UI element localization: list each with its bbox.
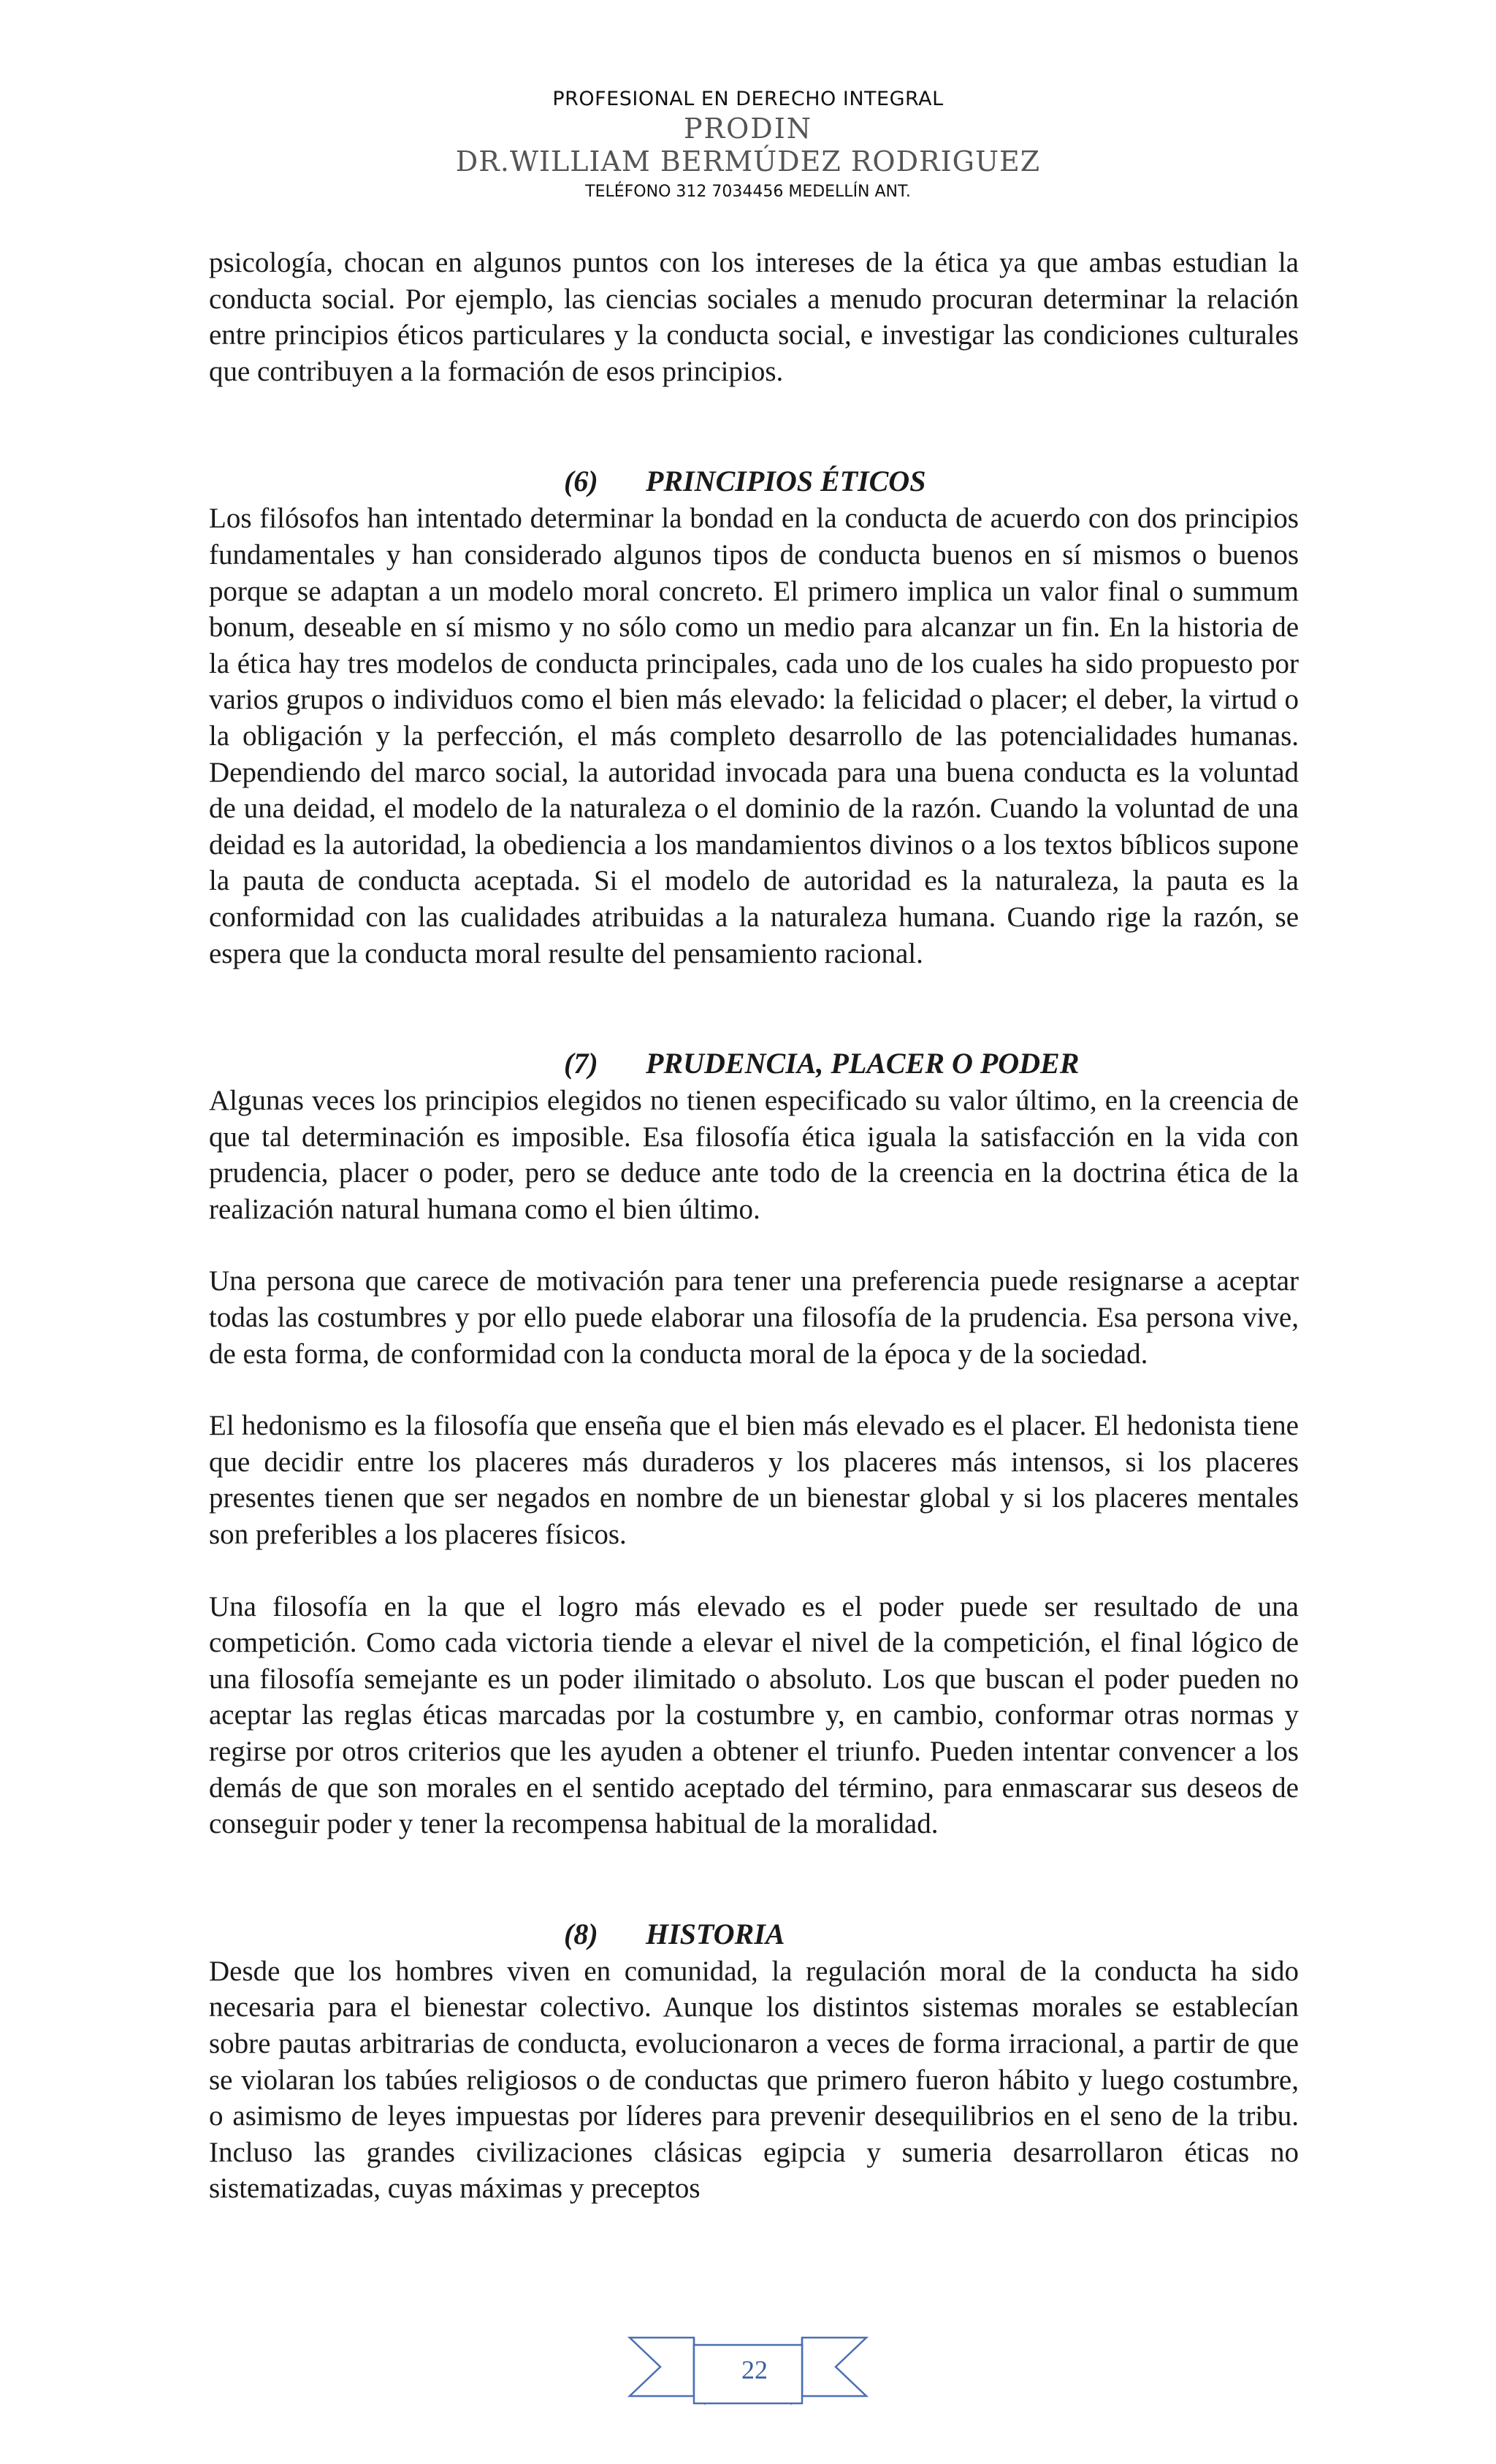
section-number: (7) bbox=[564, 1047, 598, 1080]
section-number: (6) bbox=[564, 465, 598, 498]
intro-paragraph: psicología, chocan en algunos puntos con los intereses de la ética ya que ambas estudian la conducta social. Por ejemplo, las ciencias sociales a menudo procuran determinar la relación entre principios éticos particulares y la conducta social, e investigar las condiciones culturales que contribuyen a la formación de esos principios. bbox=[209, 247, 1299, 387]
page-number: 22 bbox=[741, 2355, 768, 2384]
header-acronym: PRODIN bbox=[683, 112, 813, 145]
section-title: PRUDENCIA, PLACER O PODER bbox=[646, 1047, 1080, 1080]
section-7-paragraph-3: El hedonismo es la filosofía que enseña que el bien más elevado es el placer. El hedonista tiene que decidir entre los placeres más duraderos y los placeres más intensos, si los placeres presentes tienen que ser negados en nombre de un bienestar global y si los placeres mentales son preferibles a los placeres físicos. bbox=[209, 1410, 1299, 1551]
section-7-paragraph-1: Algunas veces los principios elegidos no tienen especificado su valor último, en la creencia de que tal determinación es imposible. Esa filosofía ética iguala la satisfacción en la vida con prudencia, placer o poder, pero se deduce ante todo de la creencia en la doctrina ética de la realización natural humana como el bien último. bbox=[209, 1085, 1299, 1225]
section-number: (8) bbox=[564, 1917, 598, 1950]
section-title: HISTORIA bbox=[646, 1917, 785, 1950]
header-author: DR.WILLIAM BERMÚDEZ RODRIGUEZ bbox=[455, 145, 1041, 178]
section-title: PRINCIPIOS ÉTICOS bbox=[646, 465, 926, 498]
page-footer bbox=[0, 2329, 1496, 2417]
section-7-paragraph-2: Una persona que carece de motivación para tener una preferencia puede resignarse a aceptar todas las costumbres y por ello puede elaborar una filosofía de la prudencia. Esa persona vive, de esta forma, de conformidad con la conducta moral de la época y de la sociedad. bbox=[209, 1265, 1299, 1370]
page-header bbox=[0, 86, 1496, 203]
document-body bbox=[209, 245, 1299, 2207]
section-8-paragraph-1: Desde que los hombres viven en comunidad, la regulación moral de la conducta ha sido necesaria para el bienestar colectivo. Aunque los distintos sistemas morales se establecían sobre pautas arbitrarias de conducta, evolucionaron a veces de forma irracional, a partir de que se violaran los tabúes religiosos o de conductas que primero fueron hábito y luego costumbre, o asimismo de leyes impuestas por líderes para prevenir desequilibrios en el seno de la tribu. Incluso las grandes civilizaciones clásicas egipcia y sumeria desarrollaron éticas no sistematizadas, cuyas máximas y preceptos bbox=[209, 1955, 1299, 2205]
section-heading-7 bbox=[209, 1045, 1299, 1083]
header-phone: TELÉFONO 312 7034456 MEDELLÍN ANT. bbox=[585, 183, 911, 201]
section-7-paragraph-4: Una filosofía en la que el logro más elevado es el poder puede ser resultado de una competición. Como cada victoria tiende a elevar el nivel de la competición, el final lógico de una filosofía semejante es un poder ilimitado o absoluto. Los que buscan el poder pueden no aceptar las reglas éticas marcadas por la costumbre y, en cambio, conformar otras normas y regirse por otros criterios que les ayuden a obtener el triunfo. Pueden intentar convencer a los demás de que son morales en el sentido aceptado del término, para enmascarar sus deseos de conseguir poder y tener la recompensa habitual de la moralidad. bbox=[209, 1590, 1299, 1840]
section-heading-8 bbox=[209, 1915, 1299, 1953]
header-firm-name: PROFESIONAL EN DERECHO INTEGRAL bbox=[552, 88, 944, 110]
section-heading-6 bbox=[209, 462, 1299, 500]
section-6-paragraph-1: Los filósofos han intentado determinar la bondad en la conducta de acuerdo con dos principios fundamentales y han considerado algunos tipos de conducta buenos en sí mismos o buenos porque se adaptan a un modelo moral concreto. El primero implica un valor final o summum bonum, deseable en sí mismo y no sólo como un medio para alcanzar un fin. En la historia de la ética hay tres modelos de conducta principales, cada uno de los cuales ha sido propuesto por varios grupos o individuos como el bien más elevado: la felicidad o placer; el deber, la virtud o la obligación y la perfección, el más completo desarrollo de las potencialidades humanas. Dependiendo del marco social, la autoridad invocada para una buena conducta es la voluntad de una deidad, el modelo de la naturaleza o el dominio de la razón. Cuando la voluntad de una deidad es la autoridad, la obediencia a los mandamientos divinos o a los textos bíblicos supone la pauta de conducta aceptada. Si el modelo de autoridad es la naturaleza, la pauta es la conformidad con las cualidades atribuidas a la naturaleza humana. Cuando rige la razón, se espera que la conducta moral resulte del pensamiento racional. bbox=[209, 503, 1299, 969]
